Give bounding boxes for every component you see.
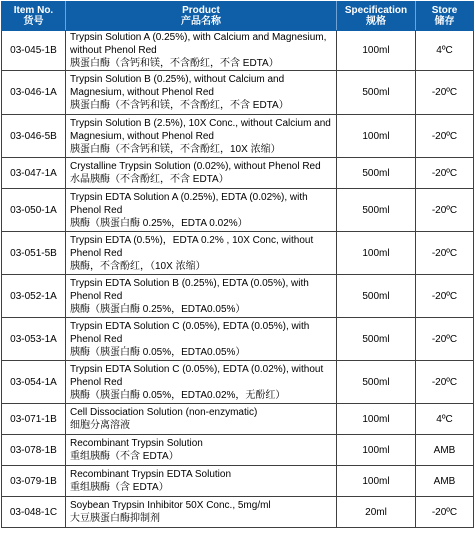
product-name-cn: 重组胰酶（不含 EDTA） bbox=[70, 451, 179, 462]
product-cell bbox=[66, 404, 337, 435]
specification: 100ml bbox=[337, 31, 416, 71]
header-store-en: Store bbox=[431, 5, 458, 16]
product-name-en: Crystalline Trypsin Solution (0.02%), without Phenol Red bbox=[70, 161, 321, 172]
header-specification bbox=[337, 2, 416, 31]
product-name-cn: 胰酶（胰蛋白酶 0.05%，EDTA0.05%） bbox=[70, 346, 246, 358]
product-cell bbox=[66, 158, 337, 189]
specification: 500ml bbox=[337, 361, 416, 404]
store-temp: -20ºC bbox=[416, 115, 474, 158]
product-name-cn: 大豆胰蛋白酶抑制剂 bbox=[70, 513, 160, 524]
specification: 100ml bbox=[337, 466, 416, 497]
header-item-no-en: Item No. bbox=[13, 5, 54, 16]
product-name-en: Trypsin EDTA Solution C (0.05%), EDTA (0.05%), with Phenol Red bbox=[70, 320, 310, 345]
specification: 500ml bbox=[337, 275, 416, 318]
specification: 100ml bbox=[337, 435, 416, 466]
table-row bbox=[2, 115, 474, 158]
product-cell bbox=[66, 189, 337, 232]
product-cell bbox=[66, 497, 337, 528]
product-name-en: Soybean Trypsin Inhibitor 50X Conc., 5mg/ml bbox=[70, 500, 271, 511]
item-number: 03-045-1B bbox=[2, 31, 66, 71]
product-name-cn: 水晶胰酶（不含酚红，不含 EDTA） bbox=[70, 174, 229, 185]
item-number: 03-071-1B bbox=[2, 404, 66, 435]
store-temp: -20ºC bbox=[416, 361, 474, 404]
item-number: 03-052-1A bbox=[2, 275, 66, 318]
table-row bbox=[2, 189, 474, 232]
product-name-en: Trypsin EDTA (0.5%)，EDTA 0.2% , 10X Conc, without Phenol Red bbox=[70, 234, 314, 259]
specification: 100ml bbox=[337, 232, 416, 275]
item-number: 03-079-1B bbox=[2, 466, 66, 497]
header-product bbox=[66, 2, 337, 31]
table-row bbox=[2, 158, 474, 189]
header-product-en: Product bbox=[182, 5, 220, 16]
product-table bbox=[1, 1, 474, 528]
product-cell bbox=[66, 71, 337, 115]
product-cell bbox=[66, 435, 337, 466]
table-row bbox=[2, 404, 474, 435]
table-row bbox=[2, 361, 474, 404]
product-cell bbox=[66, 466, 337, 497]
item-number: 03-050-1A bbox=[2, 189, 66, 232]
table-row bbox=[2, 466, 474, 497]
item-number: 03-078-1B bbox=[2, 435, 66, 466]
product-name-cn: 细胞分离溶液 bbox=[70, 420, 130, 431]
specification: 500ml bbox=[337, 189, 416, 232]
product-cell bbox=[66, 361, 337, 404]
store-temp: -20ºC bbox=[416, 158, 474, 189]
specification: 100ml bbox=[337, 404, 416, 435]
product-name-cn: 胰蛋白酶（不含钙和镁，不含酚红，不含 EDTA） bbox=[70, 100, 289, 111]
header-store bbox=[416, 2, 474, 31]
product-name-en: Recombinant Trypsin Solution bbox=[70, 438, 203, 449]
product-name-en: Trypsin EDTA Solution A (0.25%), EDTA (0.02%), with Phenol Red bbox=[70, 191, 308, 216]
table-body bbox=[2, 31, 474, 528]
specification: 500ml bbox=[337, 158, 416, 189]
product-name-cn: 胰酶，不含酚红，（10X 浓缩） bbox=[70, 260, 206, 272]
header-item-no bbox=[2, 2, 66, 31]
table-row bbox=[2, 275, 474, 318]
table-row bbox=[2, 71, 474, 115]
product-cell bbox=[66, 31, 337, 71]
header-specification-cn: 规格 bbox=[366, 16, 386, 27]
product-name-en: Trypsin Solution B (2.5%), 10X Conc., without Calcium and Magnesium, without Phenol Red bbox=[70, 117, 331, 142]
product-name-cn: 胰酶（胰蛋白酶 0.25%，EDTA 0.02%） bbox=[70, 217, 248, 229]
item-number: 03-046-5B bbox=[2, 115, 66, 158]
product-name-en: Trypsin EDTA Solution B (0.25%), EDTA (0.05%), with Phenol Red bbox=[70, 277, 309, 302]
store-temp: -20ºC bbox=[416, 275, 474, 318]
item-number: 03-046-1A bbox=[2, 71, 66, 115]
store-temp: -20ºC bbox=[416, 71, 474, 115]
product-name-cn: 胰酶（胰蛋白酶 0.05%，EDTA0.02%，无酚红） bbox=[70, 389, 286, 401]
item-number: 03-053-1A bbox=[2, 318, 66, 361]
header-product-cn: 产品名称 bbox=[181, 16, 221, 27]
store-temp: -20ºC bbox=[416, 318, 474, 361]
table-row bbox=[2, 232, 474, 275]
specification: 500ml bbox=[337, 71, 416, 115]
item-number: 03-048-1C bbox=[2, 497, 66, 528]
table-row bbox=[2, 497, 474, 528]
store-temp: 4ºC bbox=[416, 404, 474, 435]
product-name-cn: 重组胰酶（含 EDTA） bbox=[70, 482, 169, 493]
table-row bbox=[2, 435, 474, 466]
product-name-en: Cell Dissociation Solution (non-enzymatic) bbox=[70, 407, 258, 418]
product-name-en: Trypsin Solution B (0.25%), without Calcium and Magnesium, without Phenol Red bbox=[70, 74, 285, 98]
store-temp: 4ºC bbox=[416, 31, 474, 71]
item-number: 03-047-1A bbox=[2, 158, 66, 189]
product-cell bbox=[66, 275, 337, 318]
store-temp: -20ºC bbox=[416, 232, 474, 275]
store-temp: AMB bbox=[416, 466, 474, 497]
table-row bbox=[2, 318, 474, 361]
product-cell bbox=[66, 232, 337, 275]
item-number: 03-054-1A bbox=[2, 361, 66, 404]
product-cell bbox=[66, 318, 337, 361]
table-row bbox=[2, 31, 474, 71]
product-name-en: Recombinant Trypsin EDTA Solution bbox=[70, 469, 232, 480]
specification: 500ml bbox=[337, 318, 416, 361]
store-temp: -20ºC bbox=[416, 497, 474, 528]
header-store-cn: 储存 bbox=[434, 16, 455, 27]
specification: 20ml bbox=[337, 497, 416, 528]
store-temp: -20ºC bbox=[416, 189, 474, 232]
table-header bbox=[2, 2, 474, 31]
item-number: 03-051-5B bbox=[2, 232, 66, 275]
header-specification-en: Specification bbox=[344, 5, 408, 16]
product-name-cn: 胰酶（胰蛋白酶 0.25%，EDTA0.05%） bbox=[70, 303, 246, 315]
store-temp: AMB bbox=[416, 435, 474, 466]
product-name-en: Trypsin Solution A (0.25%), with Calcium and Magnesium, without Phenol Red bbox=[70, 32, 327, 56]
specification: 100ml bbox=[337, 115, 416, 158]
product-name-cn: 胰蛋白酶（含钙和镁，不含酚红，不含 EDTA） bbox=[70, 58, 279, 69]
header-item-no-cn: 货号 bbox=[23, 16, 44, 27]
product-name-cn: 胰蛋白酶（不含钙和镁，不含酚红，10X 浓缩） bbox=[70, 143, 281, 155]
product-cell bbox=[66, 115, 337, 158]
product-name-en: Trypsin EDTA Solution C (0.05%), EDTA (0.02%), without Phenol Red bbox=[70, 363, 324, 388]
header-row bbox=[2, 2, 474, 31]
